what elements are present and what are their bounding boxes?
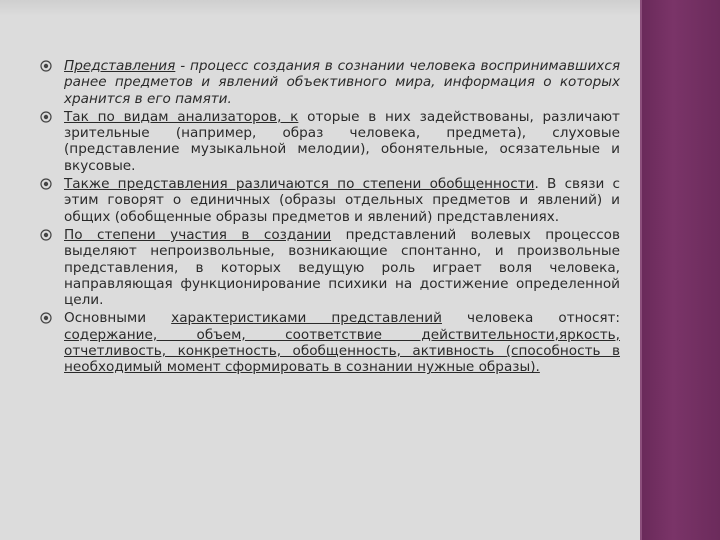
bullet-item — [40, 310, 620, 375]
circled-bullet-icon — [40, 312, 52, 324]
bullet-text-run: оторые в них задействованы, различают зрительные (например, образ человека, предмета), слуховые (представление музыкальной мелодии), обонятельные, осязательные и вкусовые. — [64, 108, 620, 174]
circled-bullet-icon — [40, 60, 52, 72]
top-shade — [0, 0, 640, 16]
sidebar-accent-panel — [642, 0, 720, 540]
bullet-text-run: содержание, объем, соответствие действительности,яркость, отчетливость, конкретность, обобщенность, активность (способность в необходимый момент сформировать в сознании нужные образы). — [64, 326, 620, 376]
bullet-item — [40, 176, 620, 225]
bullet-text-run: характеристиками представлений — [171, 310, 442, 327]
bullet-list — [40, 58, 620, 378]
bullet-text-run: - процесс создания в сознании человека воспринимавшихся ранее предметов и явлений объективного мира, информация о которых хранится в его памяти. — [64, 58, 620, 107]
bullet-item — [40, 109, 620, 174]
bullet-item — [40, 227, 620, 308]
bullet-text-run: Также представления различаются по степени обобщенности — [64, 176, 535, 193]
bullet-text-run: . В связи с этим говорят о единичных (образы отдельных предметов и явлений) и общих (обобщенные образы предметов и явлений) представлениях. — [64, 176, 620, 225]
circled-bullet-icon — [40, 178, 52, 190]
circled-bullet-icon — [40, 229, 52, 241]
bullet-text-run: представлений волевых процессов выделяют непроизвольные, возникающие спонтанно, и произвольные представления, в которых ведущую роль играет воля человека, направляющая функционирование психики на достижение определенной цели. — [64, 226, 620, 309]
bullet-item — [40, 58, 620, 107]
bullet-text-run: Представления — [64, 58, 176, 74]
bullet-text-run: Так по видам анализаторов, к — [64, 108, 299, 125]
bullet-text-run: По степени участия в создании — [64, 226, 332, 243]
circled-bullet-icon — [40, 111, 52, 123]
bullet-text-run: Основными — [64, 310, 172, 327]
bullet-text-run: человека относят: — [441, 310, 620, 327]
